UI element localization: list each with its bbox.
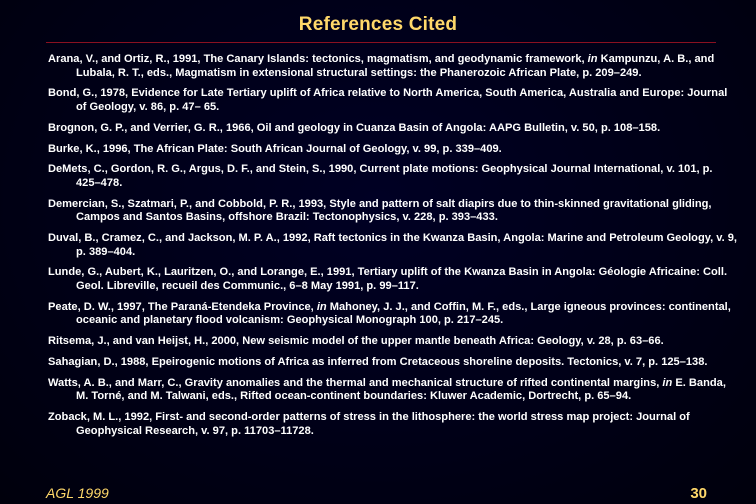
reference-text: Peate, D. W., 1997, The Paraná-Etendeka Province,: [48, 300, 317, 313]
reference-text: Burke, K., 1996, The African Plate: South African Journal of Geology, v. 99, p. 339–409.: [48, 142, 502, 155]
reference-item: [48, 163, 738, 190]
reference-item: [48, 232, 738, 259]
reference-item: [48, 411, 738, 438]
reference-item: [48, 356, 738, 370]
reference-text: Arana, V., and Ortiz, R., 1991, The Canary Islands: tectonics, magmatism, and geodynamic framework,: [48, 53, 588, 65]
reference-item: [48, 301, 738, 328]
reference-text: Sahagian, D., 1988, Epeirogenic motions of Africa as inferred from Cretaceous shoreline deposits. Tectonics, v. 7, p. 125–138.: [48, 355, 708, 368]
reference-item: [48, 87, 738, 114]
reference-list: [48, 53, 738, 446]
reference-text: DeMets, C., Gordon, R. G., Argus, D. F., and Stein, S., 1990, Current plate motions: Geophysical Journal International, v. 101, p. 425–478.: [48, 163, 713, 189]
reference-text: Ritsema, J., and van Heijst, H., 2000, New seismic model of the upper mantle beneath Africa: Geology, v. 28, p. 63–66.: [48, 335, 664, 348]
reference-italic: in: [587, 53, 598, 65]
reference-item: [48, 266, 738, 293]
reference-item: [48, 143, 738, 157]
reference-item: [48, 377, 738, 404]
reference-text: Lunde, G., Aubert, K., Lauritzen, O., and Lorange, E., 1991, Tertiary uplift of the Kwanza Basin in Angola: Géologie Africaine: Coll. Geol. Libreville, recueil des Communic., 6–8 May 1991, p. 99–117.: [48, 266, 728, 293]
reference-text: Demercian, S., Szatmari, P., and Cobbold, P. R., 1993, Style and pattern of salt diapirs due to thin-skinned gravitational gliding, Campos and Santos Basins, offshore Brazil: Tectonophysics, v. 228, p. 393–433.: [48, 197, 712, 224]
reference-item: [48, 53, 738, 80]
page-number: 30: [690, 485, 707, 502]
reference-item: [48, 335, 738, 349]
reference-italic: in: [662, 376, 673, 389]
reference-text-continued: Kampunzu, A. B., and Lubala, R. T., eds., Magmatism in extensional structural settings: the Phanerozoic African Plate, p. 209–249.: [76, 53, 715, 79]
reference-text: Duval, B., Cramez, C., and Jackson, M. P. A., 1992, Raft tectonics in the Kwanza Basin, Angola: Marine and Petroleum Geology, v. 9, p. 389–404.: [48, 232, 738, 258]
reference-item: [48, 122, 738, 136]
reference-text-continued: E. Banda, M. Torné, and M. Talwani, eds., Rifted ocean-continent boundaries: Kluwer Academic, Dortrecht, p. 65–94.: [76, 376, 726, 403]
reference-text: Bond, G., 1978, Evidence for Late Tertiary uplift of Africa relative to North America, South America, Australia and Europe: Journal of Geology, v. 86, p. 47– 65.: [48, 87, 728, 113]
reference-item: [48, 198, 738, 225]
slide-title: References Cited: [298, 14, 458, 35]
reference-text-continued: Mahoney, J. J., and Coffin, M. F., eds., Large igneous provinces: continental, oceanic and planetary flood volcanism: Geophysical Monograph 100, p. 217–245.: [76, 300, 731, 327]
title-divider: [46, 42, 716, 43]
reference-italic: in: [316, 300, 327, 313]
reference-text: Watts, A. B., and Marr, C., Gravity anomalies and the thermal and mechanical structure of rifted continental margins,: [48, 376, 663, 389]
reference-text: Brognon, G. P., and Verrier, G. R., 1966, Oil and geology in Cuanza Basin of Angola: AAPG Bulletin, v. 50, p. 108–158.: [48, 121, 661, 134]
footer-label: AGL 1999: [46, 485, 109, 501]
reference-text: Zoback, M. L., 1992, First- and second-order patterns of stress in the lithosphere: the world stress map project: Journal of Geophysical Research, v. 97, p. 11703–11728.: [48, 411, 690, 437]
